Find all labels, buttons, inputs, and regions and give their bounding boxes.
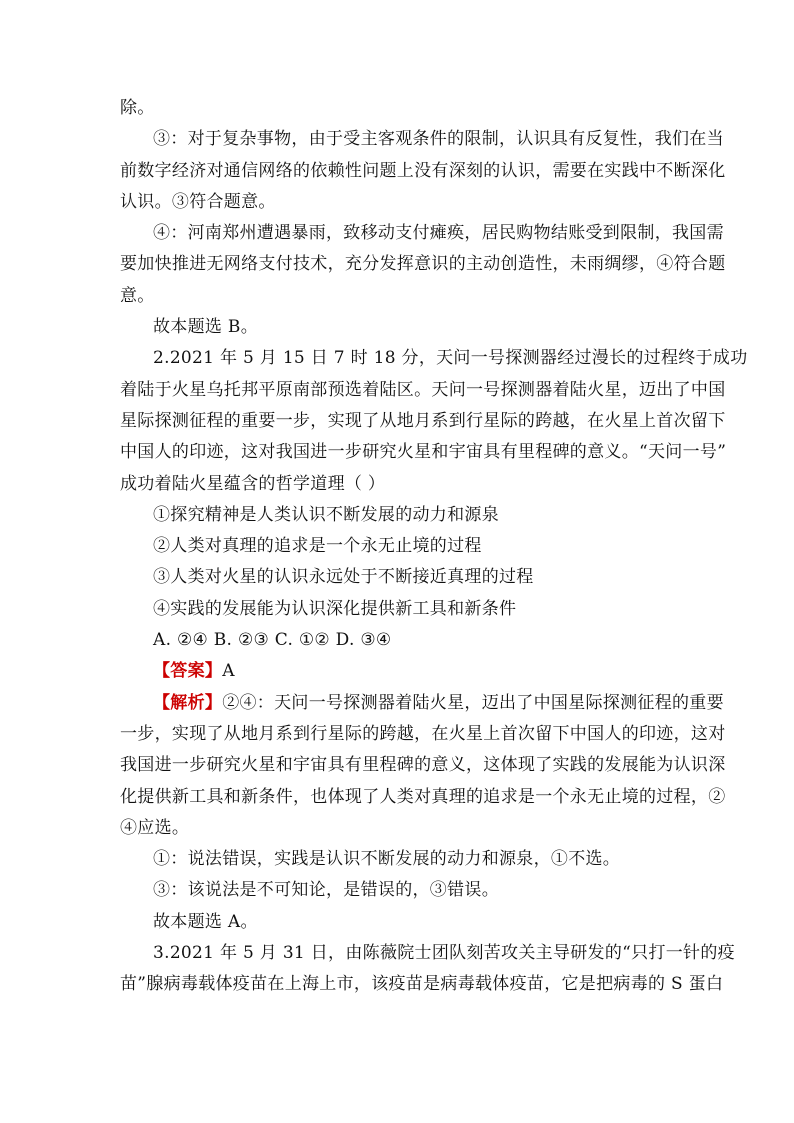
line-text: ④实践的发展能为认识深化提供新工具和新条件 bbox=[153, 598, 517, 619]
line-text: 星际探测征程的重要一步，实现了从地月系到行星际的跨越，在火星上首次留下 bbox=[120, 410, 726, 431]
text-line bbox=[120, 531, 676, 562]
line-text: 中国人的印迹，这对我国进一步研究火星和宇宙具有里程碑的意义。“天问一号” bbox=[120, 442, 727, 463]
text-line bbox=[120, 218, 724, 249]
text-line bbox=[120, 375, 726, 406]
document-page bbox=[120, 93, 748, 1001]
text-line bbox=[120, 844, 676, 875]
text-line bbox=[120, 343, 748, 374]
line-text: ②人类对真理的追求是一个永无止境的过程 bbox=[153, 536, 482, 557]
text-line bbox=[120, 187, 676, 218]
line-text: 3.2021 年 5 月 31 日，由陈薇院士团队刻苦攻关主导研发的“只打一针的疫 bbox=[153, 943, 735, 964]
line-text: 要加快推进无网络支付技术，充分发挥意识的主动创造性，未雨绸缪，④符合题 bbox=[120, 254, 726, 275]
text-line bbox=[120, 782, 726, 813]
text-line bbox=[120, 688, 724, 719]
text-line bbox=[120, 93, 676, 124]
line-text: 化提供新工具和新条件，也体现了人类对真理的追求是一个永无止境的过程，② bbox=[120, 786, 726, 807]
line-text: 成功着陆火星蕴含的哲学道理（ ） bbox=[120, 473, 386, 494]
text-line bbox=[120, 656, 676, 687]
text-line bbox=[120, 249, 726, 280]
line-text: ①：说法错误，实践是认识不断发展的动力和源泉，①不选。 bbox=[153, 849, 621, 870]
line-text: 苗”腺病毒载体疫苗在上海上市，该疫苗是病毒载体疫苗，它是把病毒的 S 蛋白 bbox=[120, 974, 724, 995]
line-text: 我国进一步研究火星和宇宙具有里程碑的意义，这体现了实践的发展能为认识深 bbox=[120, 755, 726, 776]
text-line bbox=[120, 594, 676, 625]
line-text: 2.2021 年 5 月 15 日 7 时 18 分，天问一号探测器经过漫长的过程终于成功 bbox=[153, 348, 748, 369]
line-text: 意。 bbox=[120, 285, 155, 306]
line-text: ③：对于复杂事物，由于受主客观条件的限制，认识具有反复性，我们在当 bbox=[153, 129, 724, 150]
text-line bbox=[120, 406, 726, 437]
text-line bbox=[120, 156, 726, 187]
text-line bbox=[120, 907, 676, 938]
text-line bbox=[120, 938, 735, 969]
line-text: ③：该说法是不可知论，是错误的，③错误。 bbox=[153, 880, 499, 901]
line-text: 除。 bbox=[120, 98, 155, 118]
line-text: ④：河南郑州遭遇暴雨，致移动支付瘫痪，居民购物结账受到限制，我国需 bbox=[153, 223, 724, 244]
line-text: A. ②④ B. ②③ C. ①② D. ③④ bbox=[153, 630, 392, 651]
text-line bbox=[120, 281, 676, 312]
line-text: ③人类对火星的认识永远处于不断接近真理的过程 bbox=[153, 567, 534, 588]
text-line bbox=[120, 469, 676, 500]
text-line bbox=[120, 969, 724, 1000]
text-line bbox=[120, 750, 726, 781]
line-text: ④应选。 bbox=[120, 817, 190, 838]
text-line bbox=[120, 562, 676, 593]
text-line bbox=[120, 875, 676, 906]
line-text: ①探究精神是人类认识不断发展的动力和源泉 bbox=[153, 504, 499, 525]
text-line bbox=[120, 719, 726, 750]
line-text: 故本题选 B。 bbox=[153, 317, 258, 338]
text-line bbox=[120, 312, 676, 343]
line-text: 认识。③符合题意。 bbox=[120, 191, 276, 212]
text-line bbox=[120, 625, 676, 656]
line-text: 前数字经济对通信网络的依赖性问题上没有深刻的认识，需要在实践中不断深化 bbox=[120, 160, 726, 181]
text-line bbox=[120, 437, 727, 468]
line-text: 故本题选 A。 bbox=[153, 911, 258, 932]
line-text: 一步，实现了从地月系到行星际的跨越，在火星上首次留下中国人的印迹，这对 bbox=[120, 723, 726, 744]
text-line bbox=[120, 124, 724, 155]
text-line bbox=[120, 500, 676, 531]
text-line bbox=[120, 813, 676, 844]
answer-label: 【答案】 bbox=[153, 661, 223, 682]
answer-label: 【解析】 bbox=[153, 692, 223, 713]
line-text: ②④：天问一号探测器着陆火星，迈出了中国星际探测征程的重要 bbox=[222, 692, 724, 713]
line-text: 着陆于火星乌托邦平原南部预选着陆区。天问一号探测器着陆火星，迈出了中国 bbox=[120, 379, 726, 400]
line-text: A bbox=[222, 661, 235, 682]
